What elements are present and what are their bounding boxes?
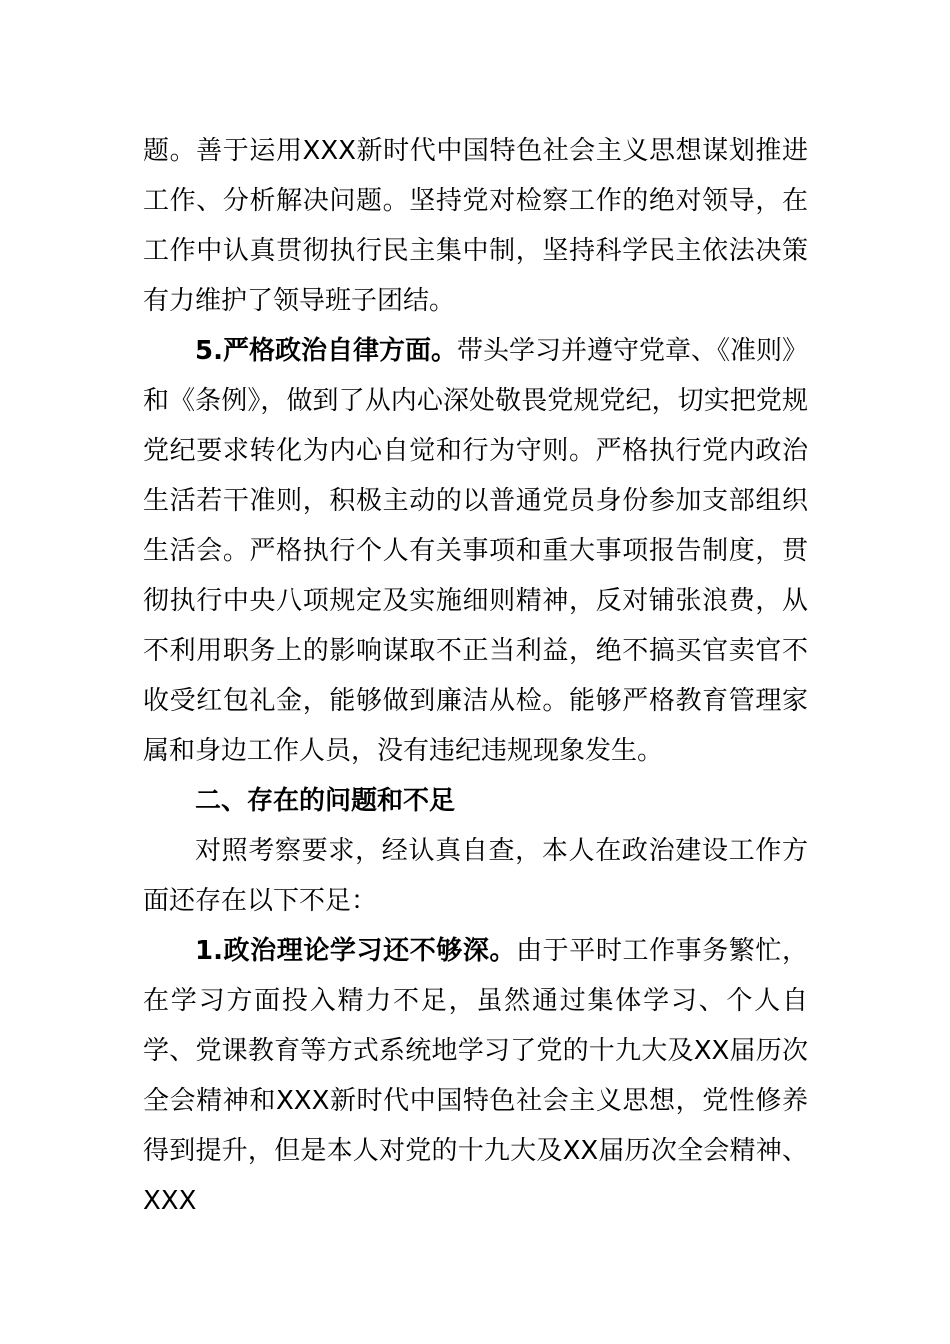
section-title: 二、存在的问题和不足 <box>195 786 456 816</box>
paragraph-self-check <box>143 826 808 926</box>
paragraph-heading: 1.政治理论学习还不够深。 <box>195 936 517 966</box>
document-body <box>143 126 808 1226</box>
paragraph-text: 对照考察要求，经认真自查，本人在政治建设工作方面还存在以下不足： <box>143 836 808 916</box>
paragraph-text: 由于平时工作事务繁忙，在学习方面投入精力不足，虽然通过集体学习、个人自学、党课教育等方式系统地学习了党的十九大及XX届历次全会精神和XXX新时代中国特色社会主义思想，党性修养得到提升，但是本人对党的十九大及XX届历次全会精神、XXX <box>143 936 808 1216</box>
paragraph-political-discipline <box>143 326 808 776</box>
paragraph-continued <box>143 126 808 326</box>
section-heading <box>143 776 808 826</box>
paragraph-theory-study <box>143 926 808 1226</box>
paragraph-text: 带头学习并遵守党章、《准则》和《条例》，做到了从内心深处敬畏党规党纪，切实把党规党纪要求转化为内心自觉和行为守则。严格执行党内政治生活若干准则，积极主动的以普通党员身份参加支部组织生活会。严格执行个人有关事项和重大事项报告制度，贯彻执行中央八项规定及实施细则精神，反对铺张浪费，从不利用职务上的影响谋取不正当利益，绝不搞买官卖官不收受红包礼金，能够做到廉洁从检。能够严格教育管理家属和身边工作人员，没有违纪违规现象发生。 <box>143 336 808 766</box>
paragraph-text: 题。善于运用XXX新时代中国特色社会主义思想谋划推进工作、分析解决问题。坚持党对检察工作的绝对领导，在工作中认真贯彻执行民主集中制，坚持科学民主依法决策有力维护了领导班子团结。 <box>143 136 808 316</box>
paragraph-heading: 5.严格政治自律方面。 <box>195 336 457 366</box>
